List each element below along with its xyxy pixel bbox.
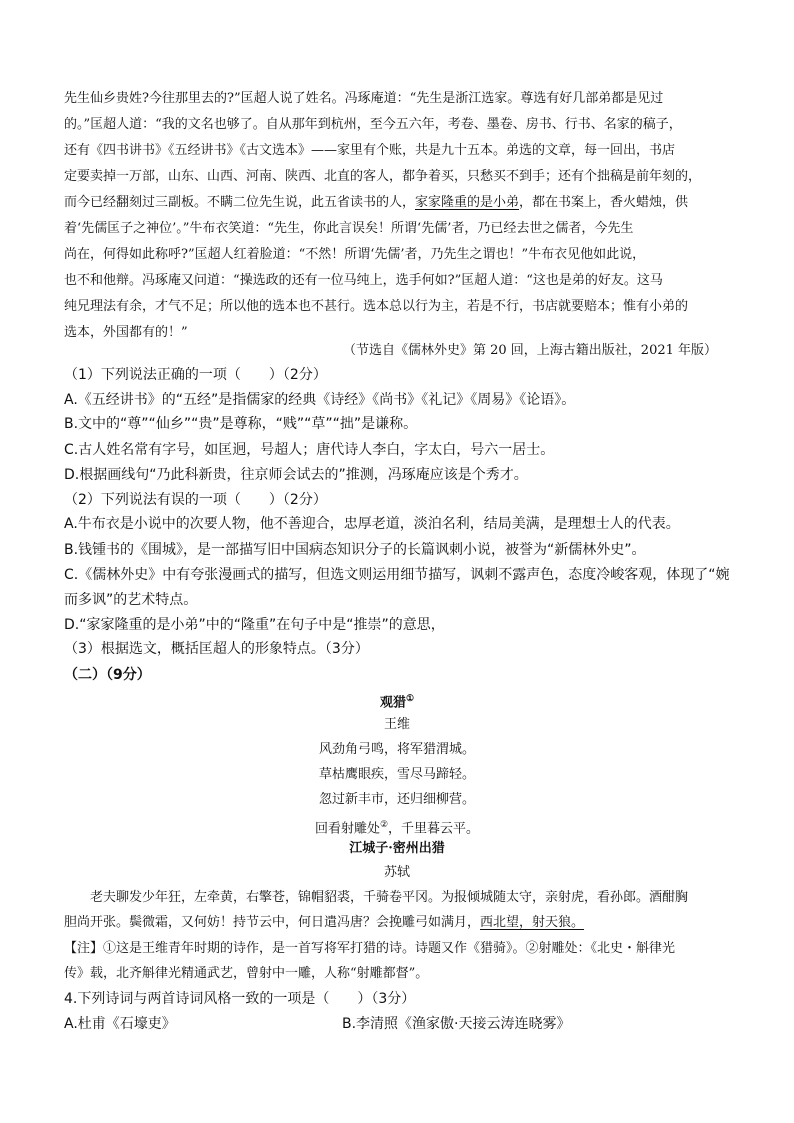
question-2-option-c-line-2: 而多讽”的艺术特点。 [64, 592, 198, 608]
question-3-stem: （3）根据选文，概括匡超人的形象特点。（3分） [64, 641, 369, 657]
poem-1-title: 观猎 [379, 695, 406, 711]
poem-2-title: 江城子·密州出猎 [349, 841, 445, 856]
question-1-option-d: D.根据画线句“乃此科新贵，往京师会试去的”推测，冯琢庵应该是个秀才。 [64, 467, 528, 483]
poem-1-line-2: 草枯鹰眼疾，雪尽马蹄轻。 [318, 767, 475, 782]
poem-2-line-2-text: 胆尚开张。鬓微霜，又何妨！持节云中，何日遣冯唐？会挽雕弓如满月， [64, 915, 481, 930]
poem-1-title-line [0, 690, 794, 712]
poem-2-underlined: 西北望，射天狼。 [480, 915, 585, 930]
question-1-option-b: B.文中的“尊”“仙乡”“贵”是尊称，“贱”“草”“拙”是谦称。 [64, 416, 418, 432]
passage-line-6: 着‘先儒匡子之神位’。”牛布衣笑道：“先生，你此言误矣！所谓‘先儒’者，乃已经去世之儒者，今先生 [64, 221, 634, 236]
passage-line-1: 先生仙乡贵姓?今往那里去的?”匡超人说了姓名。冯琢庵道：“先生是浙江选家。尊选有好几部弟都是见过 [64, 91, 664, 106]
poem-1-line-1: 风劲角弓鸣，将军猎渭城。 [318, 742, 475, 757]
section-2-heading: （二）（9分） [64, 667, 151, 683]
poem-1-line-4: 回看射雕处 [314, 821, 380, 837]
question-2-option-d: D.“家家隆重的是小弟”中的“隆重”在句子中是“推崇”的意思， [64, 617, 445, 633]
question-4-option-a: A.杜甫《石壕吏》 [64, 1016, 176, 1032]
poem-2-author: 苏轼 [383, 865, 410, 880]
question-2-option-a: A.牛布衣是小说中的次要人物，他不善迎合，忠厚老道，淡泊名利，结局美满，是理想士人的代表。 [64, 516, 680, 532]
question-2-option-c-line-1: C.《儒林外史》中有夸张漫画式的描写，但选文则运用细节描写，讽刺不露声色，态度冷峻客观，体现了“婉 [64, 567, 730, 583]
poem-1-line-4-wrap [0, 816, 794, 838]
poem-1-line-4-mark: ② [379, 820, 389, 830]
question-4-option-b: B.李清照《渔家傲·天接云涛连晓雾》 [342, 1016, 571, 1032]
passage-line-5-rest: ，都在书案上，香火蜡烛，供 [519, 195, 689, 210]
passage-source: （节选自《儒林外史》第 20 回，上海古籍出版社，2021 年版） [343, 343, 718, 358]
question-4-stem: 4.下列诗词与两首诗词风格一致的一项是（ ）（3分） [64, 991, 416, 1007]
passage-line-2: 的。”匡超人道：“我的文名也够了。自从那年到杭州，至今五六年，考卷、墨卷、房书、行书、名家的稿子， [64, 117, 682, 132]
passage-line-5 [64, 194, 688, 212]
question-1-option-c: C.古人姓名常有字号，如匡迥，号超人；唐代诗人李白，字太白，号六一居士。 [64, 442, 555, 458]
passage-line-3: 还有《四书讲书》《五经讲书》《古文选本》——家里有个账，共是九十五本。弟选的文章，每一回出，书店 [64, 143, 676, 158]
poem-1-line-3: 忽过新丰市，还归细柳营。 [318, 792, 475, 807]
passage-line-8: 也不和他辩。冯琢庵又问道：“操选政的还有一位马纯上，选手何如?”匡超人道：“这也是弟的好友。这马 [64, 273, 663, 288]
passage-line-4: 定要卖掉一万部，山东、山西、河南、陕西、北直的客人，都争着买，只愁买不到手；还有个拙稿是前年刻的， [64, 169, 702, 184]
question-2-option-b: B.钱锺书的《围城》，是一部描写旧中国病态知识分子的长篇讽刺小说，被誉为“新儒林外史”。 [64, 542, 646, 558]
passage-line-9: 纯兄理法有余，才气不足；所以他的选本也不甚行。选本总以行为主，若是不行，书店就要赔本；惟有小弟的 [64, 299, 689, 314]
passage-line-7: 尚在，何得如此称呼?”匡超人红着脸道：“不然！所谓‘先儒’者，乃先生之谓也！”牛布衣见他如此说， [64, 247, 646, 262]
poem-1-author: 王维 [383, 717, 410, 732]
note-line-1: 【注】①这是王维青年时期的诗作，是一首写将军打猎的诗。诗题又作《猎骑》。②射雕处：《北史・斛律光 [64, 941, 676, 956]
question-2-stem: （2）下列说法有误的一项（ ）（2分） [64, 492, 327, 508]
question-1-option-a: A.《五经讲书》的“五经”是指儒家的经典《诗经》《尚书》《礼记》《周易》《论语》。 [64, 392, 576, 408]
poem-1-note-mark: ① [405, 694, 415, 704]
underlined-sentence: 家家隆重的是小弟 [415, 195, 520, 210]
question-1-stem: （1）下列说法正确的一项（ ）（2分） [64, 367, 327, 383]
passage-line-5-text: 而今已经翻刻过三副板。不瞒二位先生说，此五省读书的人， [64, 195, 416, 210]
poem-2-line-1: 老夫聊发少年狂，左牵黄，右擎苍，锦帽貂裘，千骑卷平冈。为报倾城随太守，亲射虎，看孙郎。酒酣胸 [90, 890, 689, 905]
note-line-2: 传》载，北齐斛律光精通武艺，曾射中一雕，人称“射雕都督”。 [64, 966, 429, 981]
poem-2-line-2 [64, 914, 584, 932]
poem-1-line-4-rest: ，千里暮云平。 [388, 821, 480, 837]
passage-line-10: 选本，外国都有的！” [64, 325, 188, 340]
